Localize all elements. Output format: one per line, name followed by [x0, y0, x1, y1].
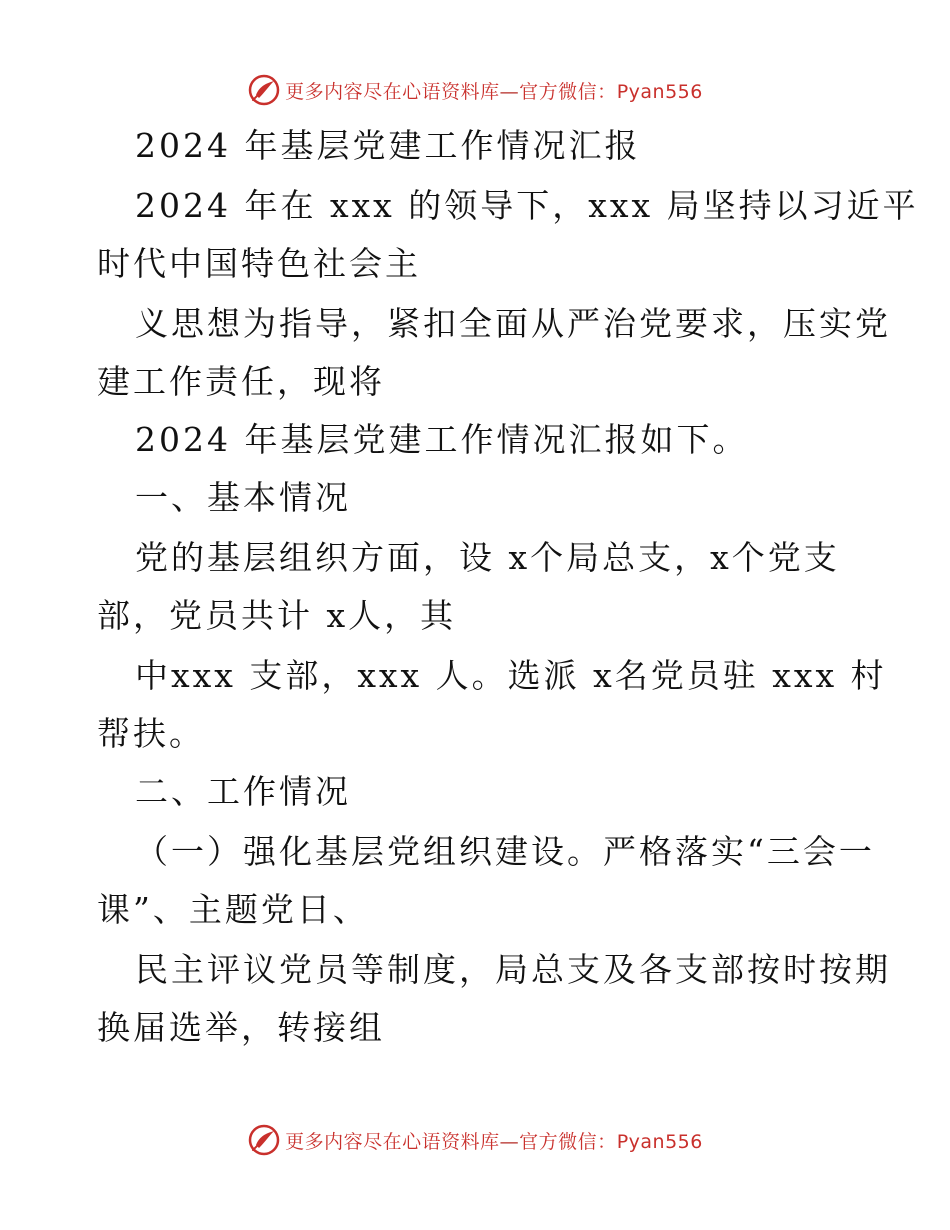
watermark-main: 更多内容尽在心语资料库 — [285, 1130, 500, 1153]
paragraph-line: 党的基层组织方面，设 x个局总支，x个党支 — [135, 538, 840, 577]
section-heading: 二、工作情况 — [135, 772, 351, 811]
paragraph-line: 民主评议党员等制度，局总支及各支部按时按期 — [135, 950, 891, 989]
paragraph-line: 换届选举，转接组 — [97, 1008, 385, 1047]
watermark-main: 更多内容尽在心语资料库 — [285, 80, 500, 103]
header-watermark — [0, 70, 950, 110]
watermark-text — [285, 1127, 703, 1154]
watermark-separator: — — [499, 1130, 520, 1153]
paragraph-line: （一）强化基层党组织建设。严格落实“三会一 — [135, 832, 875, 871]
watermark-separator: — — [499, 80, 520, 103]
watermark-wechat-id: Pyan556 — [616, 1130, 703, 1153]
paragraph-line: 建工作责任，现将 — [97, 362, 385, 401]
document-title: 2024 年基层党建工作情况汇报 — [135, 126, 641, 165]
brand-logo-icon — [247, 1123, 281, 1157]
paragraph-line: 时代中国特色社会主 — [97, 244, 421, 283]
watermark-wechat-label: 官方微信： — [519, 80, 617, 103]
paragraph-line: 义思想为指导，紧扣全面从严治党要求，压实党 — [135, 304, 891, 343]
paragraph-line: 课”、主题党日、 — [97, 890, 369, 929]
watermark-wechat-id: Pyan556 — [616, 80, 703, 103]
brand-logo-icon — [247, 73, 281, 107]
paragraph-line: 中xxx 支部，xxx 人。选派 x名党员驻 xxx 村 — [135, 656, 887, 695]
section-heading: 一、基本情况 — [135, 478, 351, 517]
paragraph-line: 部，党员共计 x人，其 — [97, 596, 457, 635]
footer-watermark — [0, 1120, 950, 1160]
watermark-text — [285, 77, 703, 104]
paragraph-line: 帮扶。 — [97, 714, 205, 753]
paragraph-line: 2024 年基层党建工作情况汇报如下。 — [135, 420, 749, 459]
watermark-wechat-label: 官方微信： — [519, 1130, 617, 1153]
paragraph-line: 2024 年在 xxx 的领导下，xxx 局坚持以习近平 — [135, 186, 919, 225]
